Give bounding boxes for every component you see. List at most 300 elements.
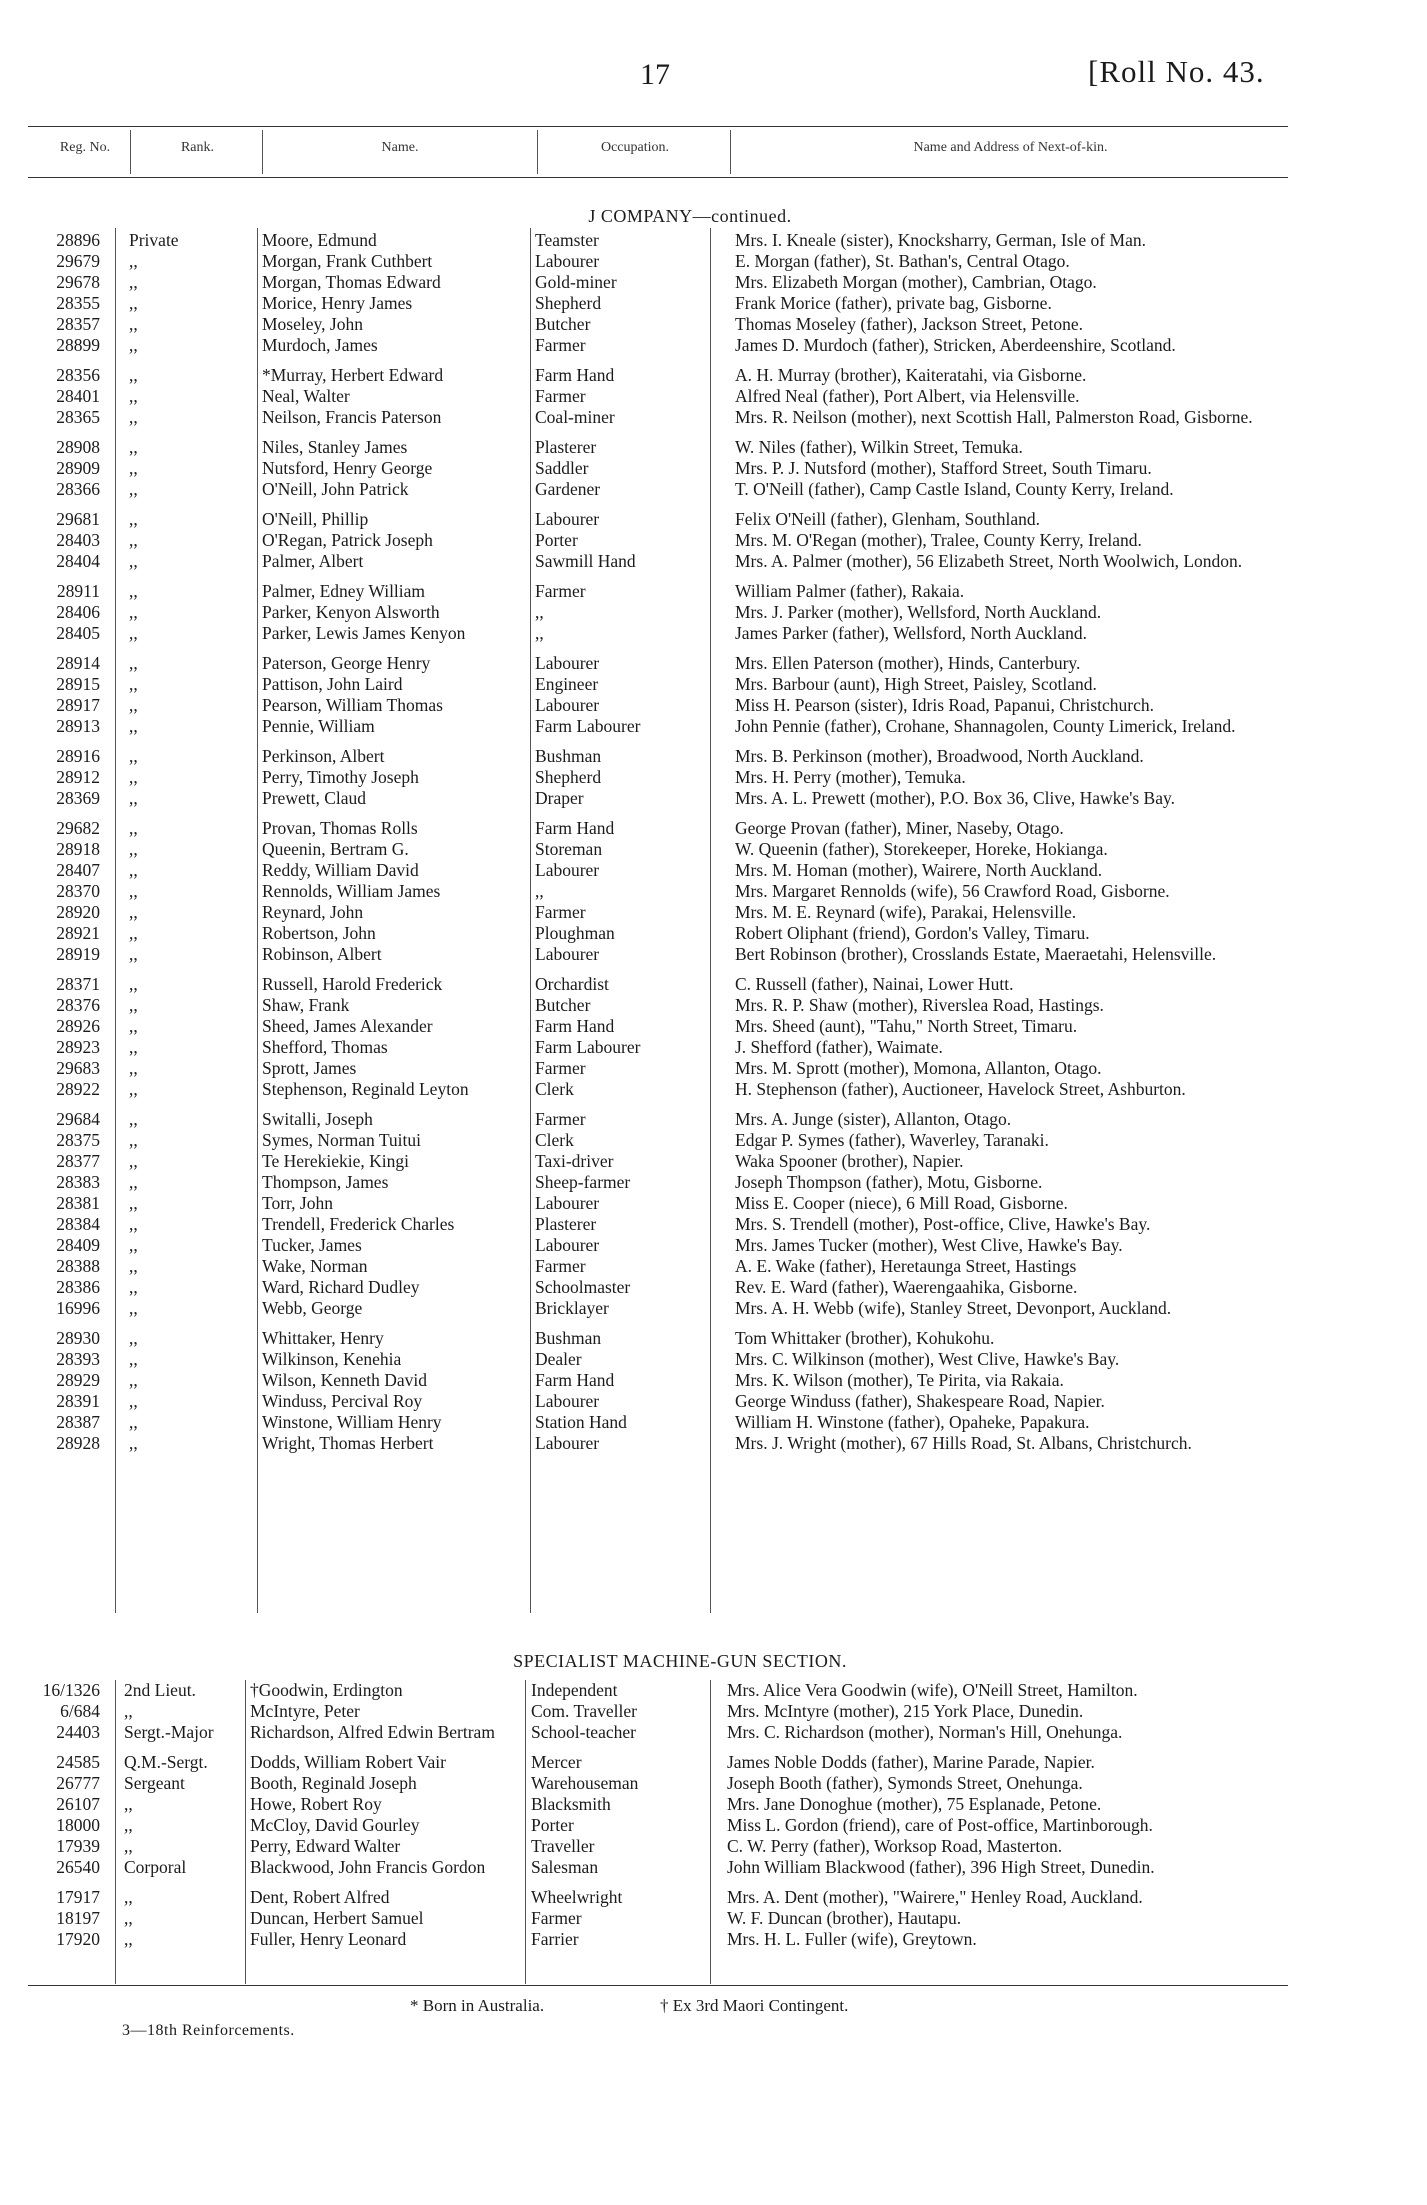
rank: ,,	[129, 1256, 138, 1276]
next-of-kin: Mrs. M. E. Reynard (wife), Parakai, Helensville.	[735, 902, 1077, 922]
rank: ,,	[129, 530, 138, 550]
header-top-rule	[28, 126, 1288, 127]
rank: ,,	[129, 251, 138, 271]
next-of-kin: William Palmer (father), Rakaia.	[735, 581, 965, 601]
reg-number: 28365	[56, 407, 100, 427]
next-of-kin: E. Morgan (father), St. Bathan's, Central Otago.	[735, 251, 1070, 271]
occupation: Porter	[535, 530, 578, 550]
column-rule	[115, 1680, 116, 1984]
soldier-name: Reynard, John	[262, 902, 364, 922]
next-of-kin: Robert Oliphant (friend), Gordon's Valley, Timaru.	[735, 923, 1090, 943]
reg-number: 28911	[56, 581, 100, 601]
reg-number: 28409	[56, 1235, 100, 1255]
reg-number: 28920	[56, 902, 100, 922]
column-rule	[530, 228, 531, 1613]
occupation: Draper	[535, 788, 584, 808]
occupation: Teamster	[535, 230, 599, 250]
rank: ,,	[124, 1887, 133, 1907]
soldier-name: Neal, Walter	[262, 386, 350, 406]
reg-number: 28377	[56, 1151, 100, 1171]
rank: ,,	[124, 1815, 133, 1835]
next-of-kin: Thomas Moseley (father), Jackson Street, Petone.	[735, 314, 1083, 334]
soldier-name: O'Regan, Patrick Joseph	[262, 530, 433, 550]
reg-number: 28919	[56, 944, 100, 964]
next-of-kin: Mrs. A. Dent (mother), "Wairere," Henley Road, Auckland.	[727, 1887, 1143, 1907]
occupation: Com. Traveller	[531, 1701, 637, 1721]
reg-number: 26777	[56, 1773, 100, 1793]
reg-number: 28403	[56, 530, 100, 550]
occupation: Labourer	[535, 1391, 600, 1411]
soldier-name: Nutsford, Henry George	[262, 458, 433, 478]
soldier-name: Shefford, Thomas	[262, 1037, 388, 1057]
next-of-kin: Mrs. A. Junge (sister), Allanton, Otago.	[735, 1109, 1012, 1129]
rank: ,,	[129, 974, 138, 994]
reg-number: 29678	[56, 272, 100, 292]
occupation: Bricklayer	[535, 1298, 609, 1318]
rank: ,,	[129, 1433, 138, 1453]
header-bottom-rule	[28, 177, 1288, 178]
reg-number: 28918	[56, 839, 100, 859]
occupation: Bushman	[535, 1328, 602, 1348]
column-rule	[115, 228, 116, 1613]
rank: ,,	[129, 1370, 138, 1390]
reg-number: 28917	[56, 695, 100, 715]
rank: ,,	[129, 995, 138, 1015]
rank: ,,	[129, 788, 138, 808]
occupation: Gold-miner	[535, 272, 617, 292]
occupation: School-teacher	[531, 1722, 636, 1742]
section-title-company: J COMPANY—continued.	[588, 206, 792, 226]
rank: ,,	[129, 407, 138, 427]
soldier-name: Reddy, William David	[262, 860, 419, 880]
next-of-kin: Waka Spooner (brother), Napier.	[735, 1151, 964, 1171]
next-of-kin: Mrs. R. P. Shaw (mother), Riverslea Road, Hastings.	[735, 995, 1104, 1015]
reg-number: 28388	[56, 1256, 100, 1276]
soldier-name: Dodds, William Robert Vair	[250, 1752, 446, 1772]
soldier-name: Perry, Timothy Joseph	[262, 767, 419, 787]
reg-number: 17920	[56, 1929, 100, 1949]
rank: ,,	[129, 716, 138, 736]
soldier-name: Moore, Edmund	[262, 230, 377, 250]
reg-number: 29679	[56, 251, 100, 271]
soldier-name: Thompson, James	[262, 1172, 389, 1192]
rank: Q.M.-Sergt.	[124, 1752, 208, 1772]
soldier-name: Fuller, Henry Leonard	[250, 1929, 407, 1949]
soldier-name: Symes, Norman Tuitui	[262, 1130, 421, 1150]
rank: ,,	[129, 1235, 138, 1255]
column-header-reg-no: Reg. No.	[59, 140, 111, 155]
section-title-specialist: SPECIALIST MACHINE-GUN SECTION.	[513, 1651, 847, 1671]
occupation: Labourer	[535, 944, 600, 964]
occupation: Labourer	[535, 695, 600, 715]
footnote-born-australia: * Born in Australia.	[410, 1996, 545, 2015]
next-of-kin: James Parker (father), Wellsford, North Auckland.	[735, 623, 1088, 643]
occupation: Traveller	[531, 1836, 595, 1856]
soldier-name: Torr, John	[262, 1193, 333, 1213]
next-of-kin: John William Blackwood (father), 396 High Street, Dunedin.	[727, 1857, 1155, 1877]
next-of-kin: W. Queenin (father), Storekeeper, Horeke, Hokianga.	[735, 839, 1108, 859]
soldier-name: Switalli, Joseph	[262, 1109, 373, 1129]
next-of-kin: Mrs. J. Parker (mother), Wellsford, North Auckland.	[735, 602, 1102, 622]
rank: ,,	[129, 881, 138, 901]
next-of-kin: Alfred Neal (father), Port Albert, via Helensville.	[735, 386, 1080, 406]
soldier-name: Parker, Kenyon Alsworth	[262, 602, 440, 622]
soldier-name: Wilson, Kenneth David	[262, 1370, 428, 1390]
rank: ,,	[129, 1328, 138, 1348]
rank: ,,	[129, 623, 138, 643]
reg-number: 28366	[56, 479, 100, 499]
next-of-kin: Mrs. C. Richardson (mother), Norman's Hill, Onehunga.	[727, 1722, 1123, 1742]
rank: ,,	[129, 674, 138, 694]
occupation: Farmer	[535, 386, 586, 406]
next-of-kin: T. O'Neill (father), Camp Castle Island, County Kerry, Ireland.	[735, 479, 1174, 499]
rank: ,,	[124, 1836, 133, 1856]
occupation: Labourer	[535, 509, 600, 529]
next-of-kin: Mrs. P. J. Nutsford (mother), Stafford Street, South Timaru.	[735, 458, 1152, 478]
occupation: Farm Hand	[535, 1370, 615, 1390]
next-of-kin: C. Russell (father), Nainai, Lower Hutt.	[735, 974, 1014, 994]
soldier-name: Winstone, William Henry	[262, 1412, 442, 1432]
occupation: Labourer	[535, 1193, 600, 1213]
soldier-name: Parker, Lewis James Kenyon	[262, 623, 466, 643]
soldier-name: Howe, Robert Roy	[250, 1794, 382, 1814]
occupation: Saddler	[535, 458, 589, 478]
next-of-kin: Mrs. M. Homan (mother), Wairere, North Auckland.	[735, 860, 1103, 880]
reg-number: 28921	[56, 923, 100, 943]
occupation: Butcher	[535, 314, 591, 334]
rank: ,,	[129, 509, 138, 529]
next-of-kin: William H. Winstone (father), Opaheke, Papakura.	[735, 1412, 1090, 1432]
next-of-kin: Edgar P. Symes (father), Waverley, Taranaki.	[735, 1130, 1049, 1150]
reg-number: 16/1326	[42, 1680, 100, 1700]
occupation: Mercer	[531, 1752, 582, 1772]
column-header-kin: Name and Address of Next-of-kin.	[913, 140, 1108, 155]
reg-number: 28383	[56, 1172, 100, 1192]
soldier-name: Morgan, Frank Cuthbert	[262, 251, 433, 271]
reg-number: 26107	[56, 1794, 100, 1814]
occupation: Farmer	[535, 1109, 586, 1129]
rank: ,,	[129, 314, 138, 334]
rank: ,,	[129, 602, 138, 622]
reg-number: 6/684	[60, 1701, 100, 1721]
soldier-name: Rennolds, William James	[262, 881, 441, 901]
reg-number: 17917	[56, 1887, 100, 1907]
reg-number: 28356	[56, 365, 100, 385]
soldier-name: O'Neill, John Patrick	[262, 479, 409, 499]
rank: ,,	[129, 1058, 138, 1078]
rank: ,,	[129, 1109, 138, 1129]
next-of-kin: Mrs. Ellen Paterson (mother), Hinds, Canterbury.	[735, 653, 1081, 673]
header-divider	[730, 130, 731, 174]
occupation: Sheep-farmer	[535, 1172, 631, 1192]
next-of-kin: Mrs. S. Trendell (mother), Post-office, Clive, Hawke's Bay.	[735, 1214, 1151, 1234]
reg-number: 28923	[56, 1037, 100, 1057]
next-of-kin: Mrs. Alice Vera Goodwin (wife), O'Neill Street, Hamilton.	[727, 1680, 1138, 1700]
soldier-name: Pattison, John Laird	[262, 674, 403, 694]
occupation: Plasterer	[535, 437, 597, 457]
reg-number: 28928	[56, 1433, 100, 1453]
rank: ,,	[124, 1929, 133, 1949]
rank: ,,	[129, 551, 138, 571]
soldier-name: Shaw, Frank	[262, 995, 350, 1015]
reg-number: 28375	[56, 1130, 100, 1150]
soldier-name: Palmer, Albert	[262, 551, 364, 571]
rank: ,,	[129, 695, 138, 715]
reg-number: 28912	[56, 767, 100, 787]
reg-number: 17939	[56, 1836, 100, 1856]
rank: ,,	[129, 653, 138, 673]
occupation: Butcher	[535, 995, 591, 1015]
reg-number: 28407	[56, 860, 100, 880]
occupation: Labourer	[535, 1433, 600, 1453]
soldier-name: Wake, Norman	[262, 1256, 368, 1276]
occupation: Warehouseman	[531, 1773, 639, 1793]
soldier-name: Moseley, John	[262, 314, 363, 334]
next-of-kin: Mrs. Barbour (aunt), High Street, Paisley, Scotland.	[735, 674, 1097, 694]
occupation: Porter	[531, 1815, 574, 1835]
column-rule	[710, 1680, 711, 1984]
soldier-name: Morice, Henry James	[262, 293, 413, 313]
reg-number: 16996	[56, 1298, 100, 1318]
soldier-name: Paterson, George Henry	[262, 653, 431, 673]
occupation: Salesman	[531, 1857, 599, 1877]
rank: ,,	[129, 335, 138, 355]
next-of-kin: Mrs. M. O'Regan (mother), Tralee, County Kerry, Ireland.	[735, 530, 1142, 550]
rank: 2nd Lieut.	[124, 1680, 196, 1700]
next-of-kin: Mrs. C. Wilkinson (mother), West Clive, Hawke's Bay.	[735, 1349, 1120, 1369]
occupation: Engineer	[535, 674, 599, 694]
soldier-name: Blackwood, John Francis Gordon	[250, 1857, 486, 1877]
reg-number: 28384	[56, 1214, 100, 1234]
rank: ,,	[129, 581, 138, 601]
next-of-kin: James D. Murdoch (father), Stricken, Aberdeenshire, Scotland.	[735, 335, 1176, 355]
rank: ,,	[124, 1701, 133, 1721]
occupation: Farmer	[535, 1058, 586, 1078]
soldier-name: Perkinson, Albert	[262, 746, 385, 766]
footnote-ex-maori-contingent: † Ex 3rd Maori Contingent.	[660, 1996, 849, 2015]
rank: ,,	[129, 272, 138, 292]
rank: Sergt.-Major	[124, 1722, 214, 1742]
next-of-kin: Mrs. K. Wilson (mother), Te Pirita, via Rakaia.	[735, 1370, 1064, 1390]
next-of-kin: Joseph Booth (father), Symonds Street, Onehunga.	[727, 1773, 1083, 1793]
soldier-name: Murdoch, James	[262, 335, 378, 355]
reg-number: 28914	[56, 653, 100, 673]
reg-number: 28391	[56, 1391, 100, 1411]
soldier-name: Prewett, Claud	[262, 788, 367, 808]
reg-number: 28357	[56, 314, 100, 334]
occupation: Farm Labourer	[535, 716, 641, 736]
soldier-name: Whittaker, Henry	[262, 1328, 384, 1348]
occupation: Gardener	[535, 479, 601, 499]
reg-number: 28899	[56, 335, 100, 355]
next-of-kin: W. Niles (father), Wilkin Street, Temuka.	[735, 437, 1023, 457]
reg-number: 18197	[56, 1908, 100, 1928]
next-of-kin: Mrs. M. Sprott (mother), Momona, Allanton, Otago.	[735, 1058, 1102, 1078]
column-rule	[257, 228, 258, 1613]
rank: ,,	[129, 1349, 138, 1369]
next-of-kin: Rev. E. Ward (father), Waerengaahika, Gisborne.	[735, 1277, 1078, 1297]
reg-number: 28401	[56, 386, 100, 406]
next-of-kin: Felix O'Neill (father), Glenham, Southland.	[735, 509, 1040, 529]
next-of-kin: A. E. Wake (father), Heretaunga Street, Hastings	[735, 1256, 1077, 1276]
rank: ,,	[129, 944, 138, 964]
reg-number: 24403	[56, 1722, 100, 1742]
next-of-kin: W. F. Duncan (brother), Hautapu.	[727, 1908, 962, 1928]
soldier-name: Trendell, Frederick Charles	[262, 1214, 455, 1234]
occupation: Farmer	[535, 335, 586, 355]
next-of-kin: H. Stephenson (father), Auctioneer, Havelock Street, Ashburton.	[735, 1079, 1186, 1099]
rank: ,,	[129, 1130, 138, 1150]
rank: ,,	[129, 1016, 138, 1036]
rank: ,,	[129, 437, 138, 457]
reg-number: 28405	[56, 623, 100, 643]
occupation: Storeman	[535, 839, 603, 859]
reg-number: 29681	[56, 509, 100, 529]
soldier-name: Pennie, William	[262, 716, 375, 736]
next-of-kin: Mrs. R. Neilson (mother), next Scottish Hall, Palmerston Road, Gisborne.	[735, 407, 1253, 427]
rank: ,,	[129, 923, 138, 943]
soldier-name: Wright, Thomas Herbert	[262, 1433, 434, 1453]
rank: ,,	[129, 1037, 138, 1057]
occupation: Labourer	[535, 653, 600, 673]
next-of-kin: George Provan (father), Miner, Naseby, Otago.	[735, 818, 1064, 838]
reg-number: 28908	[56, 437, 100, 457]
occupation: Shepherd	[535, 767, 602, 787]
occupation: Farm Labourer	[535, 1037, 641, 1057]
header-divider	[537, 130, 538, 174]
reg-number: 28393	[56, 1349, 100, 1369]
next-of-kin: James Noble Dodds (father), Marine Parade, Napier.	[727, 1752, 1095, 1772]
column-rule	[525, 1680, 526, 1984]
occupation: Labourer	[535, 251, 600, 271]
occupation: Shepherd	[535, 293, 602, 313]
next-of-kin: Mrs. A. H. Webb (wife), Stanley Street, Devonport, Auckland.	[735, 1298, 1172, 1318]
column-rule	[245, 1680, 246, 1984]
occupation: Farmer	[535, 1256, 586, 1276]
soldier-name: Provan, Thomas Rolls	[262, 818, 418, 838]
next-of-kin: Mrs. McIntyre (mother), 215 York Place, Dunedin.	[727, 1701, 1084, 1721]
soldier-name: Wilkinson, Kenehia	[262, 1349, 402, 1369]
column-header-rank: Rank.	[180, 140, 215, 155]
occupation: Farmer	[535, 581, 586, 601]
occupation: Farmer	[531, 1908, 582, 1928]
soldier-name: †Goodwin, Erdington	[250, 1680, 403, 1700]
soldier-name: *Murray, Herbert Edward	[262, 365, 444, 385]
next-of-kin: Mrs. Sheed (aunt), "Tahu," North Street, Timaru.	[735, 1016, 1078, 1036]
header-divider	[130, 130, 131, 174]
reg-number: 28387	[56, 1412, 100, 1432]
reinforcement-signature: 3—18th Reinforcements.	[122, 2022, 295, 2039]
footer-rule	[28, 1985, 1288, 1986]
soldier-name: Robinson, Albert	[262, 944, 382, 964]
occupation: Blacksmith	[531, 1794, 611, 1814]
occupation: Ploughman	[535, 923, 615, 943]
occupation: Plasterer	[535, 1214, 597, 1234]
rank: Corporal	[124, 1857, 187, 1877]
occupation: Taxi-driver	[535, 1151, 614, 1171]
reg-number: 24585	[56, 1752, 100, 1772]
reg-number: 28369	[56, 788, 100, 808]
next-of-kin: Mrs. H. L. Fuller (wife), Greytown.	[727, 1929, 977, 1949]
rank: ,,	[124, 1794, 133, 1814]
soldier-name: McIntyre, Peter	[250, 1701, 360, 1721]
next-of-kin: C. W. Perry (father), Worksop Road, Masterton.	[727, 1836, 1063, 1856]
next-of-kin: Mrs. I. Kneale (sister), Knocksharry, German, Isle of Man.	[735, 230, 1146, 250]
next-of-kin: George Winduss (father), Shakespeare Road, Napier.	[735, 1391, 1105, 1411]
next-of-kin: Mrs. Elizabeth Morgan (mother), Cambrian, Otago.	[735, 272, 1097, 292]
occupation: Labourer	[535, 1235, 600, 1255]
occupation: Station Hand	[535, 1412, 627, 1432]
reg-number: 28406	[56, 602, 100, 622]
column-rule	[710, 228, 711, 1613]
rank: ,,	[129, 839, 138, 859]
reg-number: 28916	[56, 746, 100, 766]
rank: Sergeant	[124, 1773, 185, 1793]
reg-number: 28386	[56, 1277, 100, 1297]
column-header-name: Name.	[381, 140, 419, 155]
occupation: Clerk	[535, 1079, 574, 1099]
reg-number: 28404	[56, 551, 100, 571]
rank: ,,	[129, 1391, 138, 1411]
reg-number: 29684	[56, 1109, 100, 1129]
column-header-occupation: Occupation.	[600, 140, 670, 155]
soldier-name: Niles, Stanley James	[262, 437, 408, 457]
soldier-name: Pearson, William Thomas	[262, 695, 443, 715]
rank: ,,	[129, 1172, 138, 1192]
rank: ,,	[129, 1412, 138, 1432]
occupation: Independent	[531, 1680, 618, 1700]
rank: ,,	[129, 902, 138, 922]
next-of-kin: Mrs. A. L. Prewett (mother), P.O. Box 36, Clive, Hawke's Bay.	[735, 788, 1175, 808]
reg-number: 28909	[56, 458, 100, 478]
soldier-name: Richardson, Alfred Edwin Bertram	[250, 1722, 495, 1742]
occupation: Farm Hand	[535, 818, 615, 838]
soldier-name: Tucker, James	[262, 1235, 362, 1255]
soldier-name: McCloy, David Gourley	[250, 1815, 420, 1835]
occupation: Farrier	[531, 1929, 579, 1949]
next-of-kin: A. H. Murray (brother), Kaiteratahi, via Gisborne.	[735, 365, 1087, 385]
occupation: Bushman	[535, 746, 602, 766]
reg-number: 28376	[56, 995, 100, 1015]
occupation: Coal-miner	[535, 407, 615, 427]
reg-number: 28381	[56, 1193, 100, 1213]
reg-number: 28922	[56, 1079, 100, 1099]
occupation: Farm Hand	[535, 1016, 615, 1036]
next-of-kin: Mrs. J. Wright (mother), 67 Hills Road, St. Albans, Christchurch.	[735, 1433, 1192, 1453]
next-of-kin: Mrs. H. Perry (mother), Temuka.	[735, 767, 966, 787]
soldier-name: Dent, Robert Alfred	[250, 1887, 390, 1907]
next-of-kin: Mrs. James Tucker (mother), West Clive, Hawke's Bay.	[735, 1235, 1123, 1255]
rank: ,,	[129, 458, 138, 478]
occupation: Farm Hand	[535, 365, 615, 385]
soldier-name: Te Herekiekie, Kingi	[262, 1151, 409, 1171]
soldier-name: Webb, George	[262, 1298, 363, 1318]
next-of-kin: Miss L. Gordon (friend), care of Post-office, Martinborough.	[727, 1815, 1153, 1835]
reg-number: 18000	[56, 1815, 100, 1835]
reg-number: 28371	[56, 974, 100, 994]
occupation: Dealer	[535, 1349, 582, 1369]
next-of-kin: Mrs. Jane Donoghue (mother), 75 Esplanade, Petone.	[727, 1794, 1102, 1814]
reg-number: 28929	[56, 1370, 100, 1390]
soldier-name: Palmer, Edney William	[262, 581, 426, 601]
soldier-name: Perry, Edward Walter	[250, 1836, 401, 1856]
rank: ,,	[129, 767, 138, 787]
rank: ,,	[129, 1277, 138, 1297]
rank: ,,	[129, 386, 138, 406]
soldier-name: Stephenson, Reginald Leyton	[262, 1079, 469, 1099]
occupation: Wheelwright	[531, 1887, 623, 1907]
reg-number: 28355	[56, 293, 100, 313]
